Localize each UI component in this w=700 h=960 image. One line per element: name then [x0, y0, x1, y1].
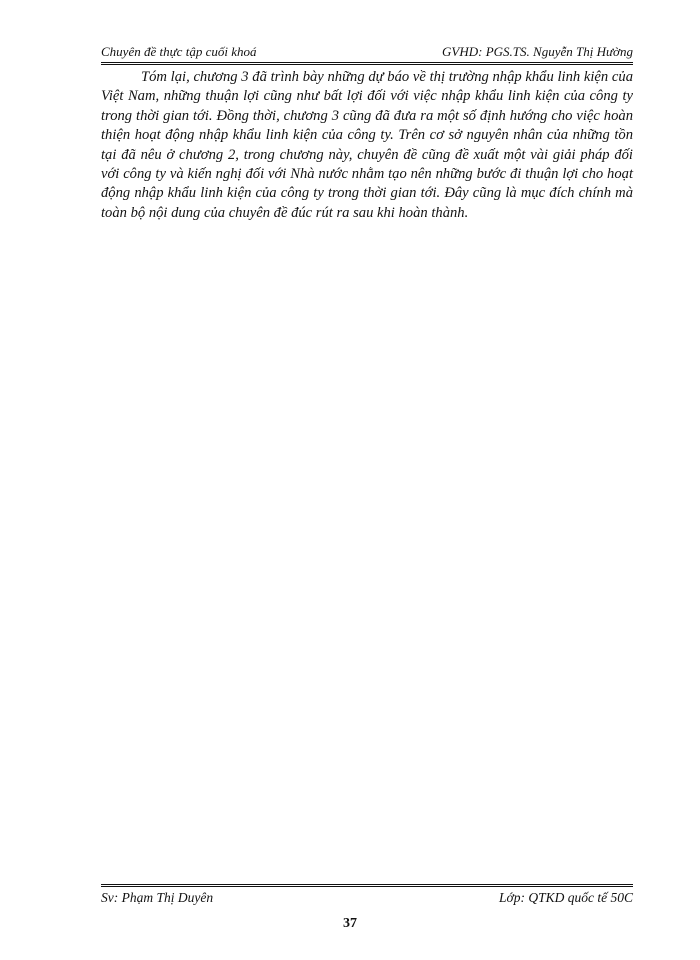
- footer-student-name: Sv: Phạm Thị Duyên: [101, 890, 214, 905]
- page-header: [101, 40, 633, 60]
- header-course-title: Chuyên đề thực tập cuối khoá: [101, 44, 257, 59]
- footer-divider: [101, 884, 633, 887]
- page-footer: [101, 888, 633, 908]
- footer-class-name: Lớp: QTKD quốc tế 50C: [499, 890, 633, 905]
- header-divider: [101, 62, 633, 65]
- page-number: 37: [343, 916, 357, 931]
- body-paragraph: Tóm lại, chương 3 đã trình bày những dự báo về thị trường nhập khẩu linh kiện của Việt Nam, những thuận lợi cũng như bất lợi đối với việc nhập khẩu linh kiện của công ty trong thời gian tới. Đồng thời, chương 3 cũng đã đưa ra một số định hướng cho việc hoàn thiện hoạt động nhập khẩu linh kiện của công ty. Trên cơ sở nguyên nhân của những tồn tại đã nêu ở chương 2, trong chương này, chuyên đề cũng đề xuất một vài giải pháp đối với công ty và kiến nghị đối với Nhà nước nhằm tạo nên những bước đi thuận lợi cho hoạt động nhập khẩu linh kiện của công ty trong thời gian tới. Đây cũng là mục đích chính mà toàn bộ nội dung của chuyên đề đúc rút ra sau khi hoàn thành.: [101, 69, 633, 221]
- header-supervisor: GVHD: PGS.TS. Nguyễn Thị Hường: [442, 44, 633, 59]
